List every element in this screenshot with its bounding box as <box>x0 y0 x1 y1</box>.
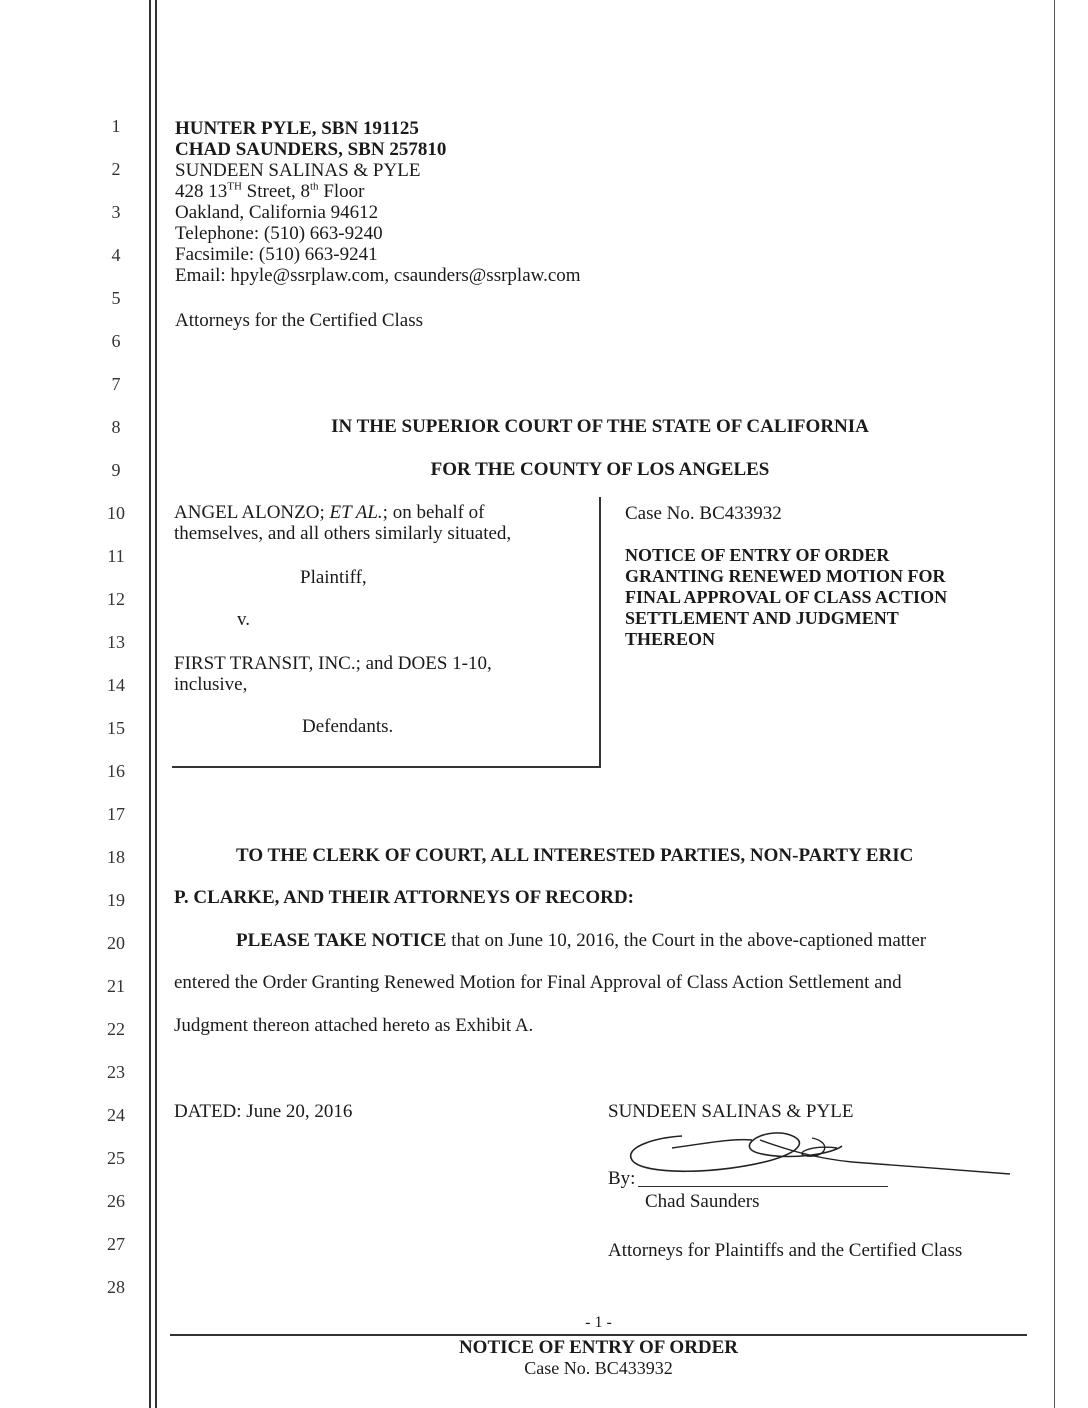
signature-attorneys-for: Attorneys for Plaintiffs and the Certified Class <box>608 1240 963 1261</box>
line-number: 26 <box>107 1191 125 1211</box>
plaintiff-role: Plaintiff, <box>300 567 367 588</box>
attorney-header <box>175 118 581 286</box>
notice-body-line-2: entered the Order Granting Renewed Motion for Final Approval of Class Action Settlement and <box>174 972 902 993</box>
notice-body-line-3: Judgment thereon attached hereto as Exhibit A. <box>174 1015 534 1036</box>
footer-case-number: Case No. BC433932 <box>524 1358 673 1378</box>
line-number: 2 <box>111 159 121 179</box>
court-county: FOR THE COUNTY OF LOS ANGELES <box>430 459 770 480</box>
address-part: 428 13 <box>175 181 228 202</box>
line-number: 17 <box>107 804 125 824</box>
court-name: IN THE SUPERIOR COURT OF THE STATE OF CALIFORNIA <box>331 416 869 437</box>
line-number: 23 <box>107 1062 125 1082</box>
plaintiff-description: themselves, and all others similarly situated, <box>174 523 512 544</box>
address-superscript: th <box>310 180 319 193</box>
firm-city: Oakland, California 94612 <box>175 202 379 223</box>
line-number: 18 <box>107 847 125 867</box>
address-superscript: TH <box>227 180 242 193</box>
document-title-line: SETTLEMENT AND JUDGMENT <box>625 608 899 628</box>
document-title-line: THEREON <box>625 629 716 649</box>
case-number: Case No. BC433932 <box>625 503 782 524</box>
caption-divider-horizontal <box>172 766 601 768</box>
attorney-name-2: CHAD SAUNDERS, SBN 257810 <box>175 139 447 160</box>
address-part: Floor <box>318 181 365 202</box>
signature-line <box>638 1186 888 1187</box>
document-title <box>625 545 947 650</box>
attorneys-for-line: Attorneys for the Certified Class <box>175 310 424 331</box>
line-number: 12 <box>107 589 125 609</box>
line-number: 27 <box>107 1234 125 1254</box>
notice-address-line-2: P. CLARKE, AND THEIR ATTORNEYS OF RECORD: <box>174 887 634 908</box>
footer-title: NOTICE OF ENTRY OF ORDER <box>458 1337 739 1358</box>
plaintiff-name <box>174 502 511 523</box>
address-part: Street, 8 <box>241 181 310 202</box>
handwritten-signature <box>612 1118 1012 1188</box>
defendant-description: inclusive, <box>174 674 248 695</box>
line-number: 15 <box>107 718 125 738</box>
plaintiff-name-part: ANGEL ALONZO; <box>174 502 330 523</box>
by-label: By: <box>608 1168 636 1189</box>
caption-divider-vertical <box>599 497 601 767</box>
line-number: 16 <box>107 761 125 781</box>
please-take-notice: PLEASE TAKE NOTICE <box>236 930 447 951</box>
line-number: 21 <box>107 976 125 996</box>
notice-address-line-1: TO THE CLERK OF COURT, ALL INTERESTED PARTIES, NON-PARTY ERIC <box>236 845 914 866</box>
line-number: 11 <box>107 546 125 566</box>
firm-email: Email: hpyle@ssrplaw.com, csaunders@ssrplaw.com <box>175 265 581 286</box>
document-title-line: GRANTING RENEWED MOTION FOR <box>625 566 946 586</box>
line-number: 7 <box>111 374 121 394</box>
line-number: 9 <box>111 460 121 480</box>
line-number: 4 <box>111 245 121 265</box>
document-title-line: FINAL APPROVAL OF CLASS ACTION <box>625 587 948 607</box>
document-title-line: NOTICE OF ENTRY OF ORDER <box>625 545 890 565</box>
firm-telephone: Telephone: (510) 663-9240 <box>175 223 383 244</box>
defendant-role: Defendants. <box>302 716 394 737</box>
line-number: 13 <box>107 632 125 652</box>
line-number: 1 <box>111 116 121 136</box>
line-number: 28 <box>107 1277 125 1297</box>
line-number: 24 <box>107 1105 125 1125</box>
defendant-name: FIRST TRANSIT, INC.; and DOES 1-10, <box>174 653 492 674</box>
footer-rule <box>170 1334 1027 1336</box>
versus: v. <box>237 609 251 630</box>
line-number: 19 <box>107 890 125 910</box>
signature-firm: SUNDEEN SALINAS & PYLE <box>608 1101 854 1122</box>
line-number: 3 <box>111 202 121 222</box>
page-number: - 1 - <box>585 1314 612 1331</box>
line-number: 20 <box>107 933 125 953</box>
attorney-name-1: HUNTER PYLE, SBN 191125 <box>175 118 419 139</box>
line-number: 6 <box>111 331 121 351</box>
notice-body-text: that on June 10, 2016, the Court in the above-captioned matter <box>446 930 927 951</box>
defendant-caption <box>174 653 492 695</box>
plaintiff-name-part: ; on behalf of <box>382 502 485 523</box>
line-number: 8 <box>111 417 121 437</box>
line-number: 14 <box>107 675 125 695</box>
right-margin-line <box>1054 0 1055 1408</box>
plaintiff-caption <box>174 502 511 544</box>
dated-line: DATED: June 20, 2016 <box>174 1101 353 1122</box>
firm-name: SUNDEEN SALINAS & PYLE <box>175 160 421 181</box>
line-number: 5 <box>111 288 121 308</box>
firm-address <box>175 181 581 202</box>
signer-name: Chad Saunders <box>645 1191 760 1212</box>
firm-facsimile: Facsimile: (510) 663-9241 <box>175 244 378 265</box>
line-number: 25 <box>107 1148 125 1168</box>
line-number: 10 <box>107 503 125 523</box>
line-number: 22 <box>107 1019 125 1039</box>
left-margin-line-outer <box>149 0 151 1408</box>
left-margin-line-inner <box>155 0 157 1408</box>
notice-body-line-1 <box>236 930 926 952</box>
et-al: ET AL. <box>329 502 383 523</box>
